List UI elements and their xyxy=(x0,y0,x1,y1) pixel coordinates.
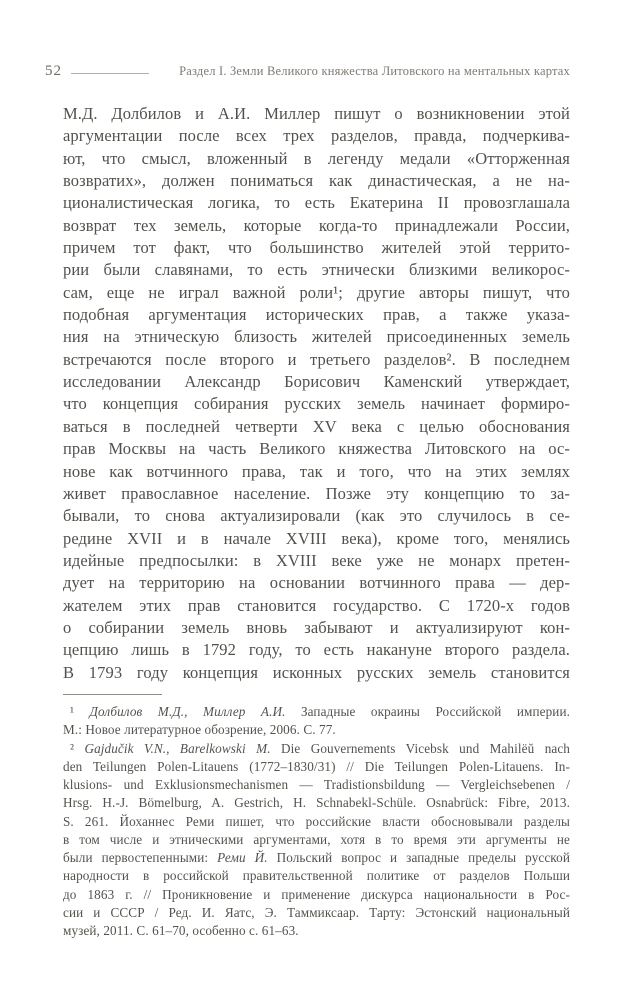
body-text-line: ционалистическая логика, то есть Екатерина II провозглашала xyxy=(63,193,570,213)
footnote-text: музей, 2011. С. 61–70, особенно с. 61–63. xyxy=(63,923,299,938)
body-text-line: редине XVII и в начале XVIII века), кроме того, менялись xyxy=(63,528,570,548)
footnote-text: Die Gouvernements Vicebsk und Mahilëŭ nach xyxy=(270,740,570,756)
body-text-line: М.Д. Долбилов и А.И. Миллер пишут о возникновении этой xyxy=(63,104,570,123)
footnote-line xyxy=(63,867,570,885)
body-text-line: возвратих», должен пониматься как династическая, а не на- xyxy=(63,171,570,191)
body-text-line: аргументации после всех трех разделов, правда, подчеркива- xyxy=(63,126,570,146)
body-text-line: рии были славянами, то есть этнически близкими великорос- xyxy=(63,260,570,280)
italic-citation-text: Долбилов М.Д., Миллер А.И. xyxy=(89,704,286,719)
footnote-text: сии и СССР / Ред. И. Яатс, Э. Таммиксаар. Тарту: Эстонский национальный xyxy=(63,904,570,920)
main-text-paragraph xyxy=(63,103,570,684)
footnote-line xyxy=(63,831,570,849)
footnote-text: в том числе и этническими аргументами, хотя в то время эти аргументы не xyxy=(63,831,570,847)
body-text-line: сам, еще не играл важной роли¹; другие авторы пишут, что xyxy=(63,282,570,302)
footnote-text: Западные окраины Российской империи. xyxy=(285,704,571,719)
body-text-line: жателем этих прав становится государство. С 1720-х годов xyxy=(63,595,570,615)
footnote-text: S. 261. Йоханнес Реми пишет, что российские власти обосновывали разделы xyxy=(63,813,570,829)
footnote-text: Hrsg. H.-J. Bömelburg, A. Gestrich, H. Schnabekl-Schüle. Osnabrück: Fibre, 2013. xyxy=(63,795,570,811)
footnote-text: klusions- und Exklusionsmechanismen — Tradistionsbildung — Vergleichsebenen / xyxy=(63,777,570,792)
body-text-line: нове как вотчинного права, так и того, что на этих землях xyxy=(63,461,570,481)
body-text-line: цепцию лишь в 1792 году, то есть накануне второго раздела. xyxy=(63,640,570,660)
body-text-line: что концепция собирания русских земель начинает формиро- xyxy=(63,394,570,414)
footnote-line xyxy=(63,813,570,831)
footnote-line xyxy=(63,904,570,922)
footnote-text: были первостепенными: xyxy=(63,850,218,865)
body-text-line: живет православное население. Позже эту концепцию то за- xyxy=(63,483,570,503)
body-text-line: причем тот факт, что большинство жителей этой террито- xyxy=(63,238,570,258)
body-text-line: встречаются после второго и третьего разделов². В последнем xyxy=(63,349,570,369)
footnote-text: Польский вопрос и западные пределы русской xyxy=(267,850,570,865)
footnote-line xyxy=(63,740,570,758)
footnote-line xyxy=(63,849,570,867)
body-text-line: идейные предпосылки: в XVIII веке уже не монарх претен- xyxy=(63,550,570,570)
italic-citation-text: Реми Й. xyxy=(217,850,268,865)
footnote-line xyxy=(63,886,570,904)
footnote-text: ² xyxy=(70,740,85,756)
body-text-line: ния на этническую близость жителей присоединенных земель xyxy=(63,327,570,347)
footnote-text: до 1863 г. // Проникновение и применение дискурса национальности в Рос- xyxy=(63,886,570,902)
body-text-line: исследовании Александр Борисович Каменский утверждает, xyxy=(63,372,570,392)
footnote-text: ¹ xyxy=(70,704,90,719)
body-text-line: возврат тех земель, которые когда-то принадлежали России, xyxy=(63,215,570,235)
body-text-line: В 1793 году концепция исконных русских земель становится xyxy=(63,662,570,682)
body-text-line: дует на территорию на основании вотчинного права — дер- xyxy=(63,573,570,593)
body-text-line: ют, что смысл, вложенный в легенду медали «Отторженная xyxy=(63,148,570,168)
body-text-line: подобная аргументация исторических прав, а также указа- xyxy=(63,305,570,325)
footnote-line xyxy=(63,922,570,940)
footnote-text: М.: Новое литературное обозрение, 2006. С. 77. xyxy=(63,722,336,738)
running-title: Раздел I. Земли Великого княжества Литовского на ментальных картах xyxy=(179,64,570,78)
footnote-line xyxy=(63,721,570,739)
footnotes xyxy=(63,703,570,940)
footnote-line xyxy=(63,758,570,776)
footnote-line xyxy=(63,776,570,794)
body-text-line: прав Москвы на часть Великого княжества Литовского на ос- xyxy=(63,439,570,459)
header-rule xyxy=(71,73,149,74)
footnote-separator xyxy=(63,694,162,695)
body-text-line: ваться в последней четверти XV века с целью обоснования xyxy=(63,416,570,436)
italic-citation-text: Gajdučik V.N., Barelkowski M. xyxy=(84,740,271,756)
page-header xyxy=(45,63,570,80)
footnote-line xyxy=(63,703,570,721)
footnote-text: народности в российской правительственной политике от разделов Польши xyxy=(63,868,570,884)
footnote-text: den Teilungen Polen-Litauens (1772–1830/31) // Die Teilungen Polen-Litauens. In- xyxy=(63,758,570,774)
body-text-line: бывали, то снова актуализировали (как это случилось в се- xyxy=(63,506,570,526)
footnote-line xyxy=(63,794,570,812)
page-number: 52 xyxy=(45,63,62,79)
body-text-line: о собирании земель вновь забывают и актуализируют кон- xyxy=(63,617,570,637)
